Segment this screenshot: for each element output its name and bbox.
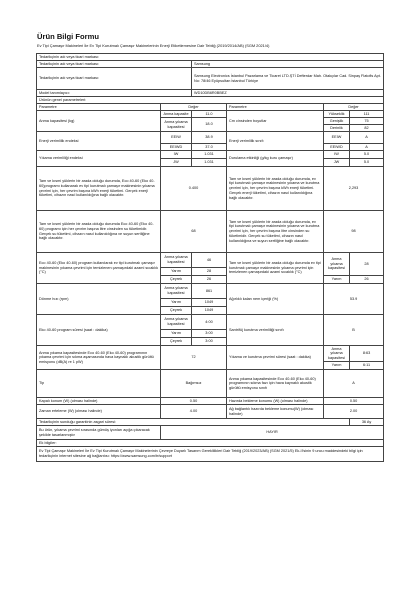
class-wd-value: A xyxy=(350,144,384,151)
temp-half-key: Yarım xyxy=(161,268,192,276)
spin-half-value: 1049 xyxy=(192,299,227,307)
wash-dry-temperature-label: Tam ve kısmi yüklerin bir arada olduğu durumda ev tipi kurutmalı çamaşır makinesinin yıkama çevrimi için temizlenen çamaşırdaki azami sıcaklık (°C) xyxy=(227,253,324,284)
spin-class-value: B xyxy=(324,315,384,346)
temp-quarter-key: Çeyrek xyxy=(161,276,192,284)
silver-ions-label: Bu ürün, yıkama çevrimi sırasında gümüş iyonları açığa çıkaracak şekilde tasarlanmıştır xyxy=(37,426,161,440)
table-row xyxy=(37,426,384,440)
wash-dry-energy-value: 2,293 xyxy=(324,167,384,211)
page-subtitle: Ev Tipi Çamaşır Makineleri İle Ev Tipi Kurutmalı Çamaşır Makinelerinin Enerji Etiketlemesine Dair Tebliğ (2019/2014/AB) (SGM 2021/4) xyxy=(37,43,270,48)
duration-quarter-value: 3:00 xyxy=(192,338,227,346)
support-link-text: Ev Tipi Çamaşır Makineleri İle Ev Tipi Kurutmalı Çamaşır Makinelerinin Çevreye Duyarlı Tasarım Gereklilikleri Dair Tebliğ (2019/2023/AB) (SGM 2021/5) Ek-II'sinin 9 uncu maddesindeki bilgi için tedarikçinin internet sitesine ağ bağlantısı: https://www.samsung.com/tr/support xyxy=(37,447,384,462)
table-row xyxy=(37,54,384,61)
class-wd-key: EEIWD xyxy=(324,144,350,151)
wd-duration-rated-value: 8:63 xyxy=(350,346,384,362)
duration-rated-key: Anma yıkama kapasitesi xyxy=(161,315,192,330)
network-standby-label: Ağ bağlantılı hazırda bekleme konumu(W) (olması halinde) xyxy=(227,405,324,419)
spin-quarter-key: Çeyrek xyxy=(161,307,192,315)
iw-value: 1.031 xyxy=(192,151,227,159)
moisture-label: Ağırlıklı kalan nem içeriği (%) xyxy=(227,284,324,315)
table-row xyxy=(37,398,384,405)
duration-quarter-key: Çeyrek xyxy=(161,338,192,346)
energy-class-label: Enerji verimlilik sınıfı xyxy=(227,132,324,151)
eei-label: Enerji verimlilik endeksi xyxy=(37,132,161,151)
depth-key: Derinlik xyxy=(324,125,350,132)
delay-start-label: Zaman erteleme (W) (olması halinde) xyxy=(37,405,161,419)
table-row xyxy=(37,315,384,330)
spin-class-label: Santrifüj kurutma verimliliği sınıfı xyxy=(227,315,324,346)
eei-wd-key: EEIWD xyxy=(161,144,192,151)
product-table xyxy=(36,53,384,462)
standby-value: 0.50 xyxy=(324,398,384,405)
rinsing-label: Durulama etkinliği (g/kg kuru çamaşır) xyxy=(227,151,324,167)
rated-capacity-value: 11.0 xyxy=(192,111,227,118)
wd-duration-half-key: Yarım xyxy=(324,362,350,370)
table-row xyxy=(37,447,384,462)
washing-index-label: Yıkama verimliliği endeksi xyxy=(37,151,161,167)
type-value: Bağımsız xyxy=(161,370,227,398)
depth-value: 82 xyxy=(350,125,384,132)
duration-rated-value: 4:00 xyxy=(192,315,227,330)
height-value: 111 xyxy=(350,111,384,118)
eei-w-value: 38.9 xyxy=(192,132,227,144)
spin-speed-label: Dönme hızı (rpm) xyxy=(37,284,161,315)
rated-capacity-key: Anma kapasite xyxy=(161,111,192,118)
class-w-key: EEIW xyxy=(324,132,350,144)
eei-wd-value: 37.0 xyxy=(192,144,227,151)
table-row xyxy=(37,167,384,211)
table-row xyxy=(37,111,384,118)
wash-dry-water-value: 98 xyxy=(324,211,384,253)
height-key: Yükseklik xyxy=(324,111,350,118)
general-params-label: Ürünün genel parametreleri: xyxy=(37,97,384,104)
type-label: Tip xyxy=(37,370,161,398)
duration-half-value: 3:00 xyxy=(192,330,227,338)
delay-start-value: 4.00 xyxy=(161,405,227,419)
off-mode-label: Kapalı konum (W) (olması halinde) xyxy=(37,398,161,405)
table-row xyxy=(37,440,384,447)
wash-energy-label: Tam ve kısmi yüklerin bir arada olduğu durumda, Eco 40-60 (Eko 40-60)programı kullanarak ev tipi kurutmalı çamaşır makinesinin yıkama çevrimi için, her çevrim başına kWh enerji tüketimi. Gerçek enerji tüketimi, cihazın nasıl kullanıldığına bağlı olacaktır. xyxy=(37,167,161,211)
rinse-jw-value: 5.0 xyxy=(350,159,384,167)
off-mode-value: 0.50 xyxy=(161,398,227,405)
wash-water-value: 68 xyxy=(161,211,227,253)
jw-value: 1.031 xyxy=(192,159,227,167)
wd-duration-rated-key: Anma yıkama kapasitesi xyxy=(324,346,350,362)
wash-capacity-value: 18.0 xyxy=(192,118,227,132)
spin-half-key: Yarım xyxy=(161,299,192,307)
supplier-name-label: Tedarikçinin adı veya ticari markası: xyxy=(37,61,192,68)
table-row xyxy=(37,211,384,253)
wash-dry-energy-label: Tam ve kısmi yüklerin bir arada olduğu durumda, ev tipi kurutmalı çamaşır makinesinin yıkama ve kurutma çevrimi için, her çevrim başına kWh enerji tüketimi. Gerçek enerji tüketimi, cihazın nasıl kullanıldığına bağlı olacaktır. xyxy=(227,167,324,211)
spin-rated-key: Anma yıkama kapasitesi xyxy=(161,284,192,299)
temp-half-value: 28 xyxy=(192,268,227,276)
wash-dry-duration-label: Yıkama ve kurutma çevrimi süresi (saat : dakika) xyxy=(227,346,324,370)
wash-dry-water-label: Tam ve kısmi yüklerin bir arada olduğu durumda, ev tipi kurutmalı çamaşır makinesinin yıkama ve kurutma çevrimi için, her çevrim başına litre cinsinden su tüketimidir. Gerçek su tüketimi, cihazın nasıl kullanıldığına ve suyun sertliğine bağlı olacaktır. xyxy=(227,211,324,253)
table-row xyxy=(37,61,384,68)
wd-temp-rated-value: 28 xyxy=(350,253,384,276)
wash-temperature-label: Eco 40-60 (Eko 40-60) program kullanılarak ev tipi kurutmalı çamaşır makinesinin yıkama çevrimi için temizlenen çamaşırdaki azami sıcaklık (°C) xyxy=(37,253,161,284)
table-row xyxy=(37,132,384,144)
header-parameter: Parametre xyxy=(227,104,324,111)
header-parameter: Parametre xyxy=(37,104,161,111)
table-row xyxy=(37,405,384,419)
header-value: Değer xyxy=(161,104,227,111)
temp-rated-key: Anma yıkama kapasitesi xyxy=(161,253,192,268)
noise-class-value: A xyxy=(324,370,384,398)
wd-temp-rated-key: Anma yıkama kapasitesi xyxy=(324,253,350,276)
duration-half-key: Yarım xyxy=(161,330,192,338)
silver-ions-value: HAYIR xyxy=(161,426,384,440)
iw-key: IW xyxy=(161,151,192,159)
noise-value: 72 xyxy=(161,346,227,370)
rinse-iw-key: IW xyxy=(324,151,350,159)
table-row xyxy=(37,419,384,426)
dimensions-label: Cm cinsinden boyutlar xyxy=(227,111,324,132)
spin-quarter-value: 1049 xyxy=(192,307,227,315)
width-key: Genişlik xyxy=(324,118,350,125)
table-row xyxy=(37,151,384,159)
temp-quarter-value: 26 xyxy=(192,276,227,284)
supplier-address-label: Tedarikçinin adı veya ticari markası: xyxy=(37,68,192,90)
table-row xyxy=(37,370,384,398)
supplier-name-label: Tedarikçinin adı veya ticari markası: xyxy=(37,54,384,61)
spin-rated-value: 861 xyxy=(192,284,227,299)
moisture-value: 53.9 xyxy=(324,284,384,315)
supplier-name: Samsung xyxy=(192,61,384,68)
warranty-value: 36 Ay xyxy=(350,419,384,426)
header-value: Değer xyxy=(324,104,384,111)
page-title: Ürün Bilgi Formu xyxy=(37,32,100,41)
table-row xyxy=(37,97,384,104)
table-header-row xyxy=(37,104,384,111)
noise-label: Anma yıkama kapasitesinde Eco 40-60 (Eko 40-60) programının yıkama çevrimi için sıkma aşamasında hava kaynaklı akustik gürültü emisyonu (dB(A) re 1 pW) xyxy=(37,346,161,370)
wd-temp-half-key: Yarım xyxy=(324,276,350,284)
eei-w-key: EEIW xyxy=(161,132,192,144)
wash-energy-value: 0.400 xyxy=(161,167,227,211)
extra-info-label: Ek bilgiler: xyxy=(37,440,384,447)
capacity-label: Anma kapasitesi (kg) xyxy=(37,111,161,132)
supplier-address: Samsung Electronics İstanbul Pazarlama ve Ticaret LTD.ŞTİ Defterdar Mah. Otakçılar Cad. Sinpaş Flatofis Apt. No: 78/46 Eyüpsultan İstanbul Türkiye xyxy=(192,68,384,90)
table-row xyxy=(37,90,384,97)
rinse-jw-key: JW xyxy=(324,159,350,167)
class-w-value: A xyxy=(350,132,384,144)
table-row xyxy=(37,68,384,90)
model-label: Model tanımlayıcı: xyxy=(37,90,192,97)
warranty-label: Tedarikçinin sunduğu garantinin asgari süresi: xyxy=(37,419,350,426)
temp-rated-value: 46 xyxy=(192,253,227,268)
width-value: 75 xyxy=(350,118,384,125)
network-standby-value: 2.00 xyxy=(324,405,384,419)
noise-class-label: Anma yıkama kapasitesinde Eco 40-60 (Eko 40-60) programının sıkma fazı için hava kaynaklı akustik gürültü emisyonu sınıfı xyxy=(227,370,324,398)
wash-water-label: Tam ve kısmi yüklerin bir arada olduğu durumda Eco 40-60 (Eko 40-60) programı için her çevrim başına litre cinsinden su tüketimidir. Gerçek su tüketimi, cihazın nasıl kullanıldığına ve suyun sertliğine bağlı olacaktır. xyxy=(37,211,161,253)
table-row xyxy=(37,346,384,362)
wd-temp-half-value: 26 xyxy=(350,276,384,284)
jw-key: JW xyxy=(161,159,192,167)
wd-duration-half-value: 6:11 xyxy=(350,362,384,370)
eco-duration-label: Eko 40-60 program süresi (saat : dakika) xyxy=(37,315,161,346)
wash-capacity-key: Anma yıkama kapasitesi xyxy=(161,118,192,132)
table-row xyxy=(37,284,384,299)
table-row xyxy=(37,253,384,268)
model-value: WD10DB6R0BBEZ xyxy=(192,90,384,97)
standby-label: Hazırda bekleme konumu (W) (olması halinde) xyxy=(227,398,324,405)
rinse-iw-value: 5.0 xyxy=(350,151,384,159)
